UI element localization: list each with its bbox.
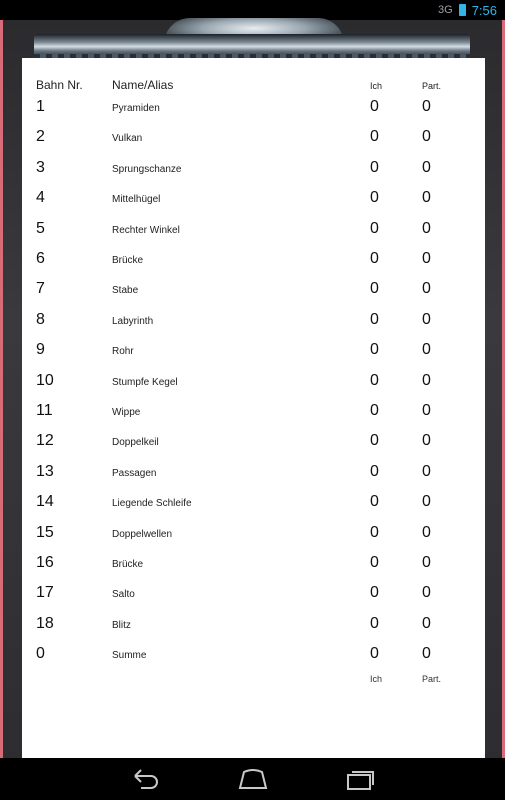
row-nr: 6 [36, 250, 45, 267]
row-ich: 0 [370, 493, 379, 511]
row-part: 0 [422, 219, 431, 237]
row-name: Pyramiden [112, 103, 160, 114]
row-name: Brücke [112, 255, 144, 266]
row-ich: 0 [370, 462, 379, 480]
row-nr: 15 [36, 523, 54, 541]
row-ich: 0 [370, 158, 379, 176]
row-name: Sprungschanze [112, 163, 182, 175]
row-name: Blitz [112, 619, 131, 631]
row-name: Doppelkeil [112, 437, 159, 449]
row-ich: 0 [370, 310, 379, 328]
row-nr: 8 [36, 310, 45, 328]
row-name: Liegende Schleife [112, 498, 192, 510]
header-ich: Ich [370, 81, 383, 91]
row-name: Brücke [112, 559, 144, 570]
row-ich: 0 [370, 189, 379, 207]
row-part: 0 [422, 645, 431, 663]
signal-icon: 3G [438, 4, 453, 16]
row-nr: 1 [36, 98, 45, 115]
row-nr: 18 [36, 614, 54, 632]
row-name: Salto [112, 589, 135, 601]
row-ich: 0 [370, 523, 379, 541]
row-part: 0 [422, 158, 431, 176]
row-name: Stumpfe Kegel [112, 376, 178, 388]
row-part: 0 [422, 250, 431, 267]
row-part: 0 [422, 310, 431, 328]
row-nr: 9 [36, 341, 45, 359]
row-name: Stabe [112, 285, 139, 297]
header-part: Part. [422, 81, 442, 91]
clipboard-clip [34, 18, 470, 62]
row-part: 0 [422, 584, 431, 602]
row-ich: 0 [370, 250, 379, 267]
row-ich: 0 [370, 341, 379, 359]
row-nr: 5 [36, 219, 45, 237]
back-arrow-icon[interactable] [131, 768, 161, 790]
row-nr: 11 [36, 402, 53, 419]
row-name: Doppelwellen [112, 528, 173, 540]
status-bar [0, 0, 505, 20]
row-nr: 10 [36, 371, 54, 389]
row-name: Rechter Winkel [112, 224, 180, 236]
row-ich: 0 [370, 584, 379, 602]
row-name: Summe [112, 650, 147, 662]
row-name: Mittelhügel [112, 194, 161, 206]
navigation-bar [0, 758, 505, 800]
row-part: 0 [422, 523, 431, 541]
row-part: 0 [422, 462, 431, 480]
row-nr: 12 [36, 432, 54, 450]
row-ich: 0 [370, 554, 379, 571]
row-part: 0 [422, 341, 431, 359]
row-ich: 0 [370, 432, 379, 450]
home-icon[interactable] [238, 768, 268, 790]
row-ich: 0 [370, 219, 379, 237]
footer-ich: Ich [370, 674, 383, 684]
row-name: Vulkan [112, 133, 143, 145]
row-nr: 3 [36, 158, 45, 176]
row-part: 0 [422, 493, 431, 511]
row-nr: 2 [36, 128, 45, 146]
header-name: Name/Alias [112, 78, 174, 92]
row-name: Passagen [112, 467, 157, 479]
row-ich: 0 [370, 371, 379, 389]
row-part: 0 [422, 432, 431, 450]
row-nr: 7 [36, 280, 45, 298]
row-nr: 16 [36, 554, 54, 571]
row-ich: 0 [370, 402, 379, 419]
clock: 7:56 [471, 2, 497, 18]
row-name: Wippe [112, 407, 141, 418]
row-part: 0 [422, 554, 431, 571]
row-nr: 17 [36, 584, 54, 602]
row-name: Rohr [112, 346, 134, 358]
row-nr: 4 [36, 189, 45, 207]
row-nr: 13 [36, 462, 54, 480]
row-part: 0 [422, 614, 431, 632]
battery-icon [459, 4, 466, 16]
row-ich: 0 [370, 645, 379, 663]
row-part: 0 [422, 128, 431, 146]
row-ich: 0 [370, 280, 379, 298]
row-ich: 0 [370, 98, 379, 115]
left-edge-line [0, 20, 3, 760]
row-part: 0 [422, 98, 431, 115]
row-nr: 0 [36, 645, 45, 663]
header-nr: Bahn Nr. [36, 78, 83, 92]
row-ich: 0 [370, 614, 379, 632]
row-part: 0 [422, 402, 431, 419]
scorecard-sheet [22, 58, 485, 758]
row-part: 0 [422, 280, 431, 298]
row-part: 0 [422, 189, 431, 207]
footer-part: Part. [422, 674, 442, 684]
row-ich: 0 [370, 128, 379, 146]
row-part: 0 [422, 371, 431, 389]
row-nr: 14 [36, 493, 54, 511]
row-name: Labyrinth [112, 315, 154, 327]
recent-apps-icon[interactable] [346, 768, 376, 790]
